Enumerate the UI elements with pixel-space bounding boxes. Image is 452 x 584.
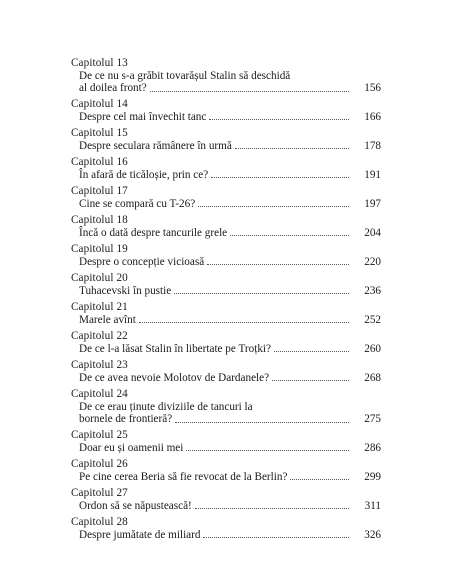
page-number: 252	[364, 313, 381, 326]
chapter-number: Capitolul 28	[71, 516, 128, 528]
toc-entry	[71, 214, 381, 239]
dot-leader	[207, 263, 349, 265]
chapter-title: De ce nu s-a grăbit tovarășul Stalin să deschidă	[79, 69, 291, 82]
page-number: 191	[364, 168, 381, 181]
dot-leader	[174, 292, 349, 294]
page-number: 204	[364, 226, 381, 239]
chapter-title: Ordon să se năpustească!	[79, 500, 195, 513]
page-number: 311	[364, 499, 381, 512]
toc-entry	[71, 156, 381, 181]
page-number: 197	[364, 197, 381, 210]
chapter-title: În afară de ticăloșie, prin ce?	[79, 169, 211, 182]
chapter-title: bornele de frontieră?	[79, 413, 175, 426]
toc-entry	[71, 98, 381, 123]
chapter-number: Capitolul 13	[71, 57, 128, 69]
chapter-number: Capitolul 14	[71, 98, 128, 110]
toc-entry	[71, 330, 381, 355]
chapter-number: Capitolul 19	[71, 243, 128, 255]
chapter-number: Capitolul 16	[71, 156, 128, 168]
chapter-title: al doilea front?	[79, 82, 150, 95]
chapter-title-last-line	[71, 529, 381, 542]
dot-leader	[230, 234, 349, 236]
toc-entry	[71, 301, 381, 326]
chapter-number: Capitolul 24	[71, 388, 128, 400]
dot-leader	[235, 147, 349, 149]
dot-leader	[209, 118, 349, 120]
toc-entry	[71, 429, 381, 454]
chapter-title: De ce l-a lăsat Stalin în libertate pe Troțki?	[79, 343, 274, 356]
toc-entry	[71, 516, 381, 541]
chapter-title-last-line	[71, 343, 381, 356]
page-number: 220	[364, 255, 381, 268]
chapter-number: Capitolul 25	[71, 429, 128, 441]
chapter-title-last-line	[71, 372, 381, 385]
dot-leader	[211, 176, 349, 178]
page-number: 236	[364, 284, 381, 297]
chapter-title: Marele avînt	[79, 314, 139, 327]
dot-leader	[186, 449, 349, 451]
page-number: 275	[364, 413, 381, 425]
toc-entry	[71, 57, 381, 95]
chapter-number: Capitolul 18	[71, 214, 128, 226]
toc-entry	[71, 458, 381, 483]
chapter-title-last-line	[71, 442, 381, 455]
chapter-title-last-line	[71, 471, 381, 484]
chapter-number: Capitolul 15	[71, 127, 128, 139]
chapter-number: Capitolul 23	[71, 359, 128, 371]
chapter-title-last-line	[71, 140, 381, 153]
toc-entry	[71, 243, 381, 268]
dot-leader	[195, 507, 349, 509]
chapter-title: Despre seculara rămânere în urmă	[79, 140, 235, 153]
chapter-number: Capitolul 22	[71, 330, 128, 342]
chapter-number: Capitolul 26	[71, 458, 128, 470]
toc-entry	[71, 185, 381, 210]
chapter-title-last-line	[71, 111, 381, 124]
page-number: 299	[364, 470, 381, 483]
chapter-title: Doar eu și oamenii mei	[79, 442, 186, 455]
page-number: 166	[364, 110, 381, 123]
page-number: 156	[364, 82, 381, 94]
page-number: 326	[364, 528, 381, 541]
chapter-title: Despre o concepție vicioasă	[79, 256, 207, 269]
chapter-number: Capitolul 27	[71, 487, 128, 499]
chapter-title-last-line	[71, 256, 381, 269]
chapter-title-last-line	[71, 82, 381, 95]
chapter-title-line	[71, 70, 381, 83]
chapter-title-last-line	[71, 227, 381, 240]
page-number: 178	[364, 139, 381, 152]
toc-entry	[71, 127, 381, 152]
page-number: 286	[364, 441, 381, 454]
dot-leader	[203, 536, 349, 538]
page-number: 268	[364, 371, 381, 384]
chapter-title-line	[71, 401, 381, 414]
chapter-title: Despre jumătate de miliard	[79, 529, 203, 542]
toc-entry	[71, 359, 381, 384]
chapter-title-last-line	[71, 285, 381, 298]
dot-leader	[150, 90, 349, 92]
dot-leader	[175, 421, 349, 423]
toc-entry	[71, 487, 381, 512]
chapter-title-last-line	[71, 198, 381, 211]
chapter-title-last-line	[71, 413, 381, 426]
chapter-number: Capitolul 17	[71, 185, 128, 197]
chapter-title: Încă o dată despre tancurile grele	[79, 227, 230, 240]
chapter-title: De ce erau ținute diviziile de tancuri la	[79, 400, 253, 413]
chapter-title: Tuhacevski în pustie	[79, 285, 174, 298]
chapter-title-last-line	[71, 500, 381, 513]
chapter-title: De ce avea nevoie Molotov de Dardanele?	[79, 372, 272, 385]
page-number: 260	[364, 342, 381, 355]
chapter-title: Cine se compară cu T-26?	[79, 198, 198, 211]
chapter-title: Pe cine cerea Beria să fie revocat de la Berlin?	[79, 471, 290, 484]
chapter-number: Capitolul 20	[71, 272, 128, 284]
chapter-number: Capitolul 21	[71, 301, 128, 313]
dot-leader	[290, 478, 349, 480]
dot-leader	[198, 205, 349, 207]
chapter-title: Despre cel mai învechit tanc	[79, 111, 209, 124]
chapter-title-last-line	[71, 314, 381, 327]
toc-entry	[71, 388, 381, 426]
toc-entry	[71, 272, 381, 297]
dot-leader	[272, 379, 349, 381]
chapter-title-last-line	[71, 169, 381, 182]
dot-leader	[139, 321, 349, 323]
dot-leader	[274, 350, 349, 352]
